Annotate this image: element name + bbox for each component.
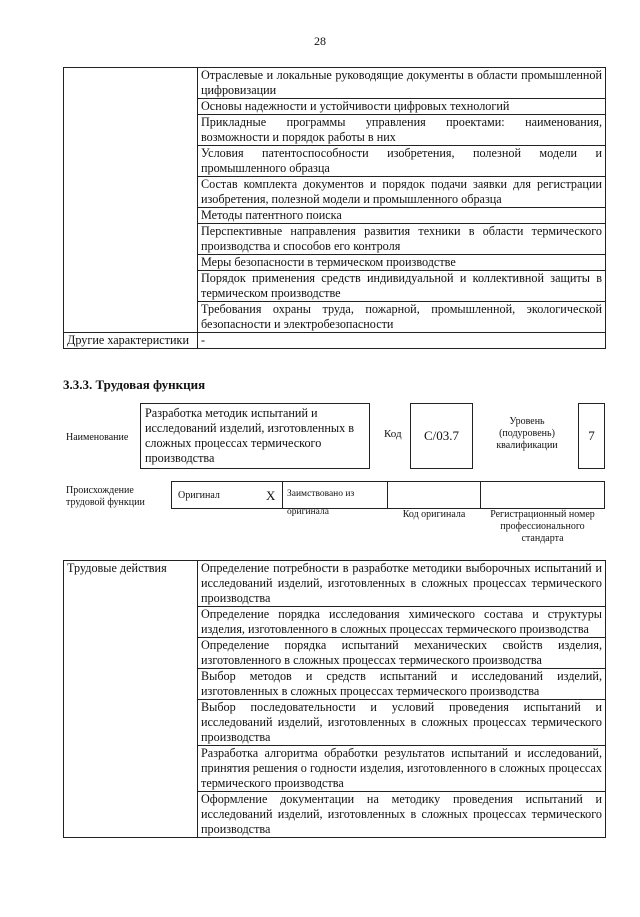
knowledge-item: Требования охраны труда, пожарной, промышленной, экологической безопасности и электробезопасности	[198, 302, 606, 333]
table-row	[64, 68, 606, 99]
knowledge-item: Перспективные направления развития техники в области термического производства и способов его контроля	[198, 224, 606, 255]
labor-actions-label: Трудовые действия	[64, 561, 198, 838]
code-label: Код	[384, 428, 402, 440]
knowledge-item: Меры безопасности в термическом производстве	[198, 255, 606, 271]
labor-actions-table	[63, 560, 606, 838]
other-characteristics-label: Другие характеристики	[64, 333, 198, 349]
empty-label-cell	[64, 68, 198, 333]
knowledge-item: Методы патентного поиска	[198, 208, 606, 224]
origin-label: Происхождение трудовой функции	[66, 485, 145, 508]
borrowed-cell	[282, 481, 388, 517]
other-characteristics-value: -	[198, 333, 606, 349]
labor-action-item: Оформление документации на методику проведения испытаний и исследований изделий, изготовленных в сложных процессах термического производства	[198, 792, 606, 838]
function-name-box: Разработка методик испытаний и исследований изделий, изготовленных в сложных процессах термического производства	[140, 403, 370, 469]
reg-number-caption: Регистрационный номер профессионального стандарта	[490, 509, 595, 544]
original-label: Оригинал	[178, 490, 220, 501]
knowledge-item: Прикладные программы управления проектами: наименования, возможности и порядок работы в них	[198, 115, 606, 146]
knowledge-item: Основы надежности и устойчивости цифровых технологий	[198, 99, 606, 115]
table-row	[64, 333, 606, 349]
labor-action-item: Разработка алгоритма обработки результатов испытаний и исследований, принятия решения о годности изделия, изготовленного в сложных процессах термического производства	[198, 746, 606, 792]
labor-action-item: Определение порядка исследования химического состава и структуры изделия, изготовленного в сложных процессах термического производства	[198, 607, 606, 638]
knowledge-table	[63, 67, 606, 349]
borrowed-label: Заимствовано из оригинала	[287, 489, 355, 517]
knowledge-item: Порядок применения средств индивидуальной и коллективной защиты в термическом производстве	[198, 271, 606, 302]
level-label: Уровень (подуровень) квалификации	[496, 416, 558, 451]
reg-number-cell	[480, 481, 605, 509]
labor-action-item: Определение потребности в разработке методики выборочных испытаний и исследований изделий, изготовленных в сложных процессах термического производства	[198, 561, 606, 607]
knowledge-item: Состав комплекта документов и порядок подачи заявки для регистрации изобретения, полезной модели и промышленного образца	[198, 177, 606, 208]
section-heading: 3.3.3. Трудовая функция	[63, 377, 206, 392]
knowledge-item: Отраслевые и локальные руководящие документы в области промышленной цифровизации	[198, 68, 606, 99]
function-code-box: C/03.7	[410, 403, 473, 469]
labor-action-item: Выбор методов и средств испытаний и исследований изделий, изготовленных в сложных процессах термического производства	[198, 669, 606, 700]
table-row	[64, 561, 606, 607]
name-label: Наименование	[66, 432, 129, 443]
level-value-box: 7	[578, 403, 605, 469]
knowledge-item: Условия патентоспособности изобретения, полезной модели и промышленного образца	[198, 146, 606, 177]
code-original-cell	[387, 481, 481, 509]
page-number: 28	[314, 34, 326, 48]
code-original-caption: Код оригинала	[402, 509, 466, 520]
original-mark: X	[266, 488, 276, 503]
labor-action-item: Выбор последовательности и условий проведения испытаний и исследований изделий, изготовленных в сложных процессах термического производства	[198, 700, 606, 746]
labor-action-item: Определение порядка испытаний механических свойств изделия, изготовленного в сложных процессах термического производства	[198, 638, 606, 669]
original-cell	[171, 481, 283, 509]
